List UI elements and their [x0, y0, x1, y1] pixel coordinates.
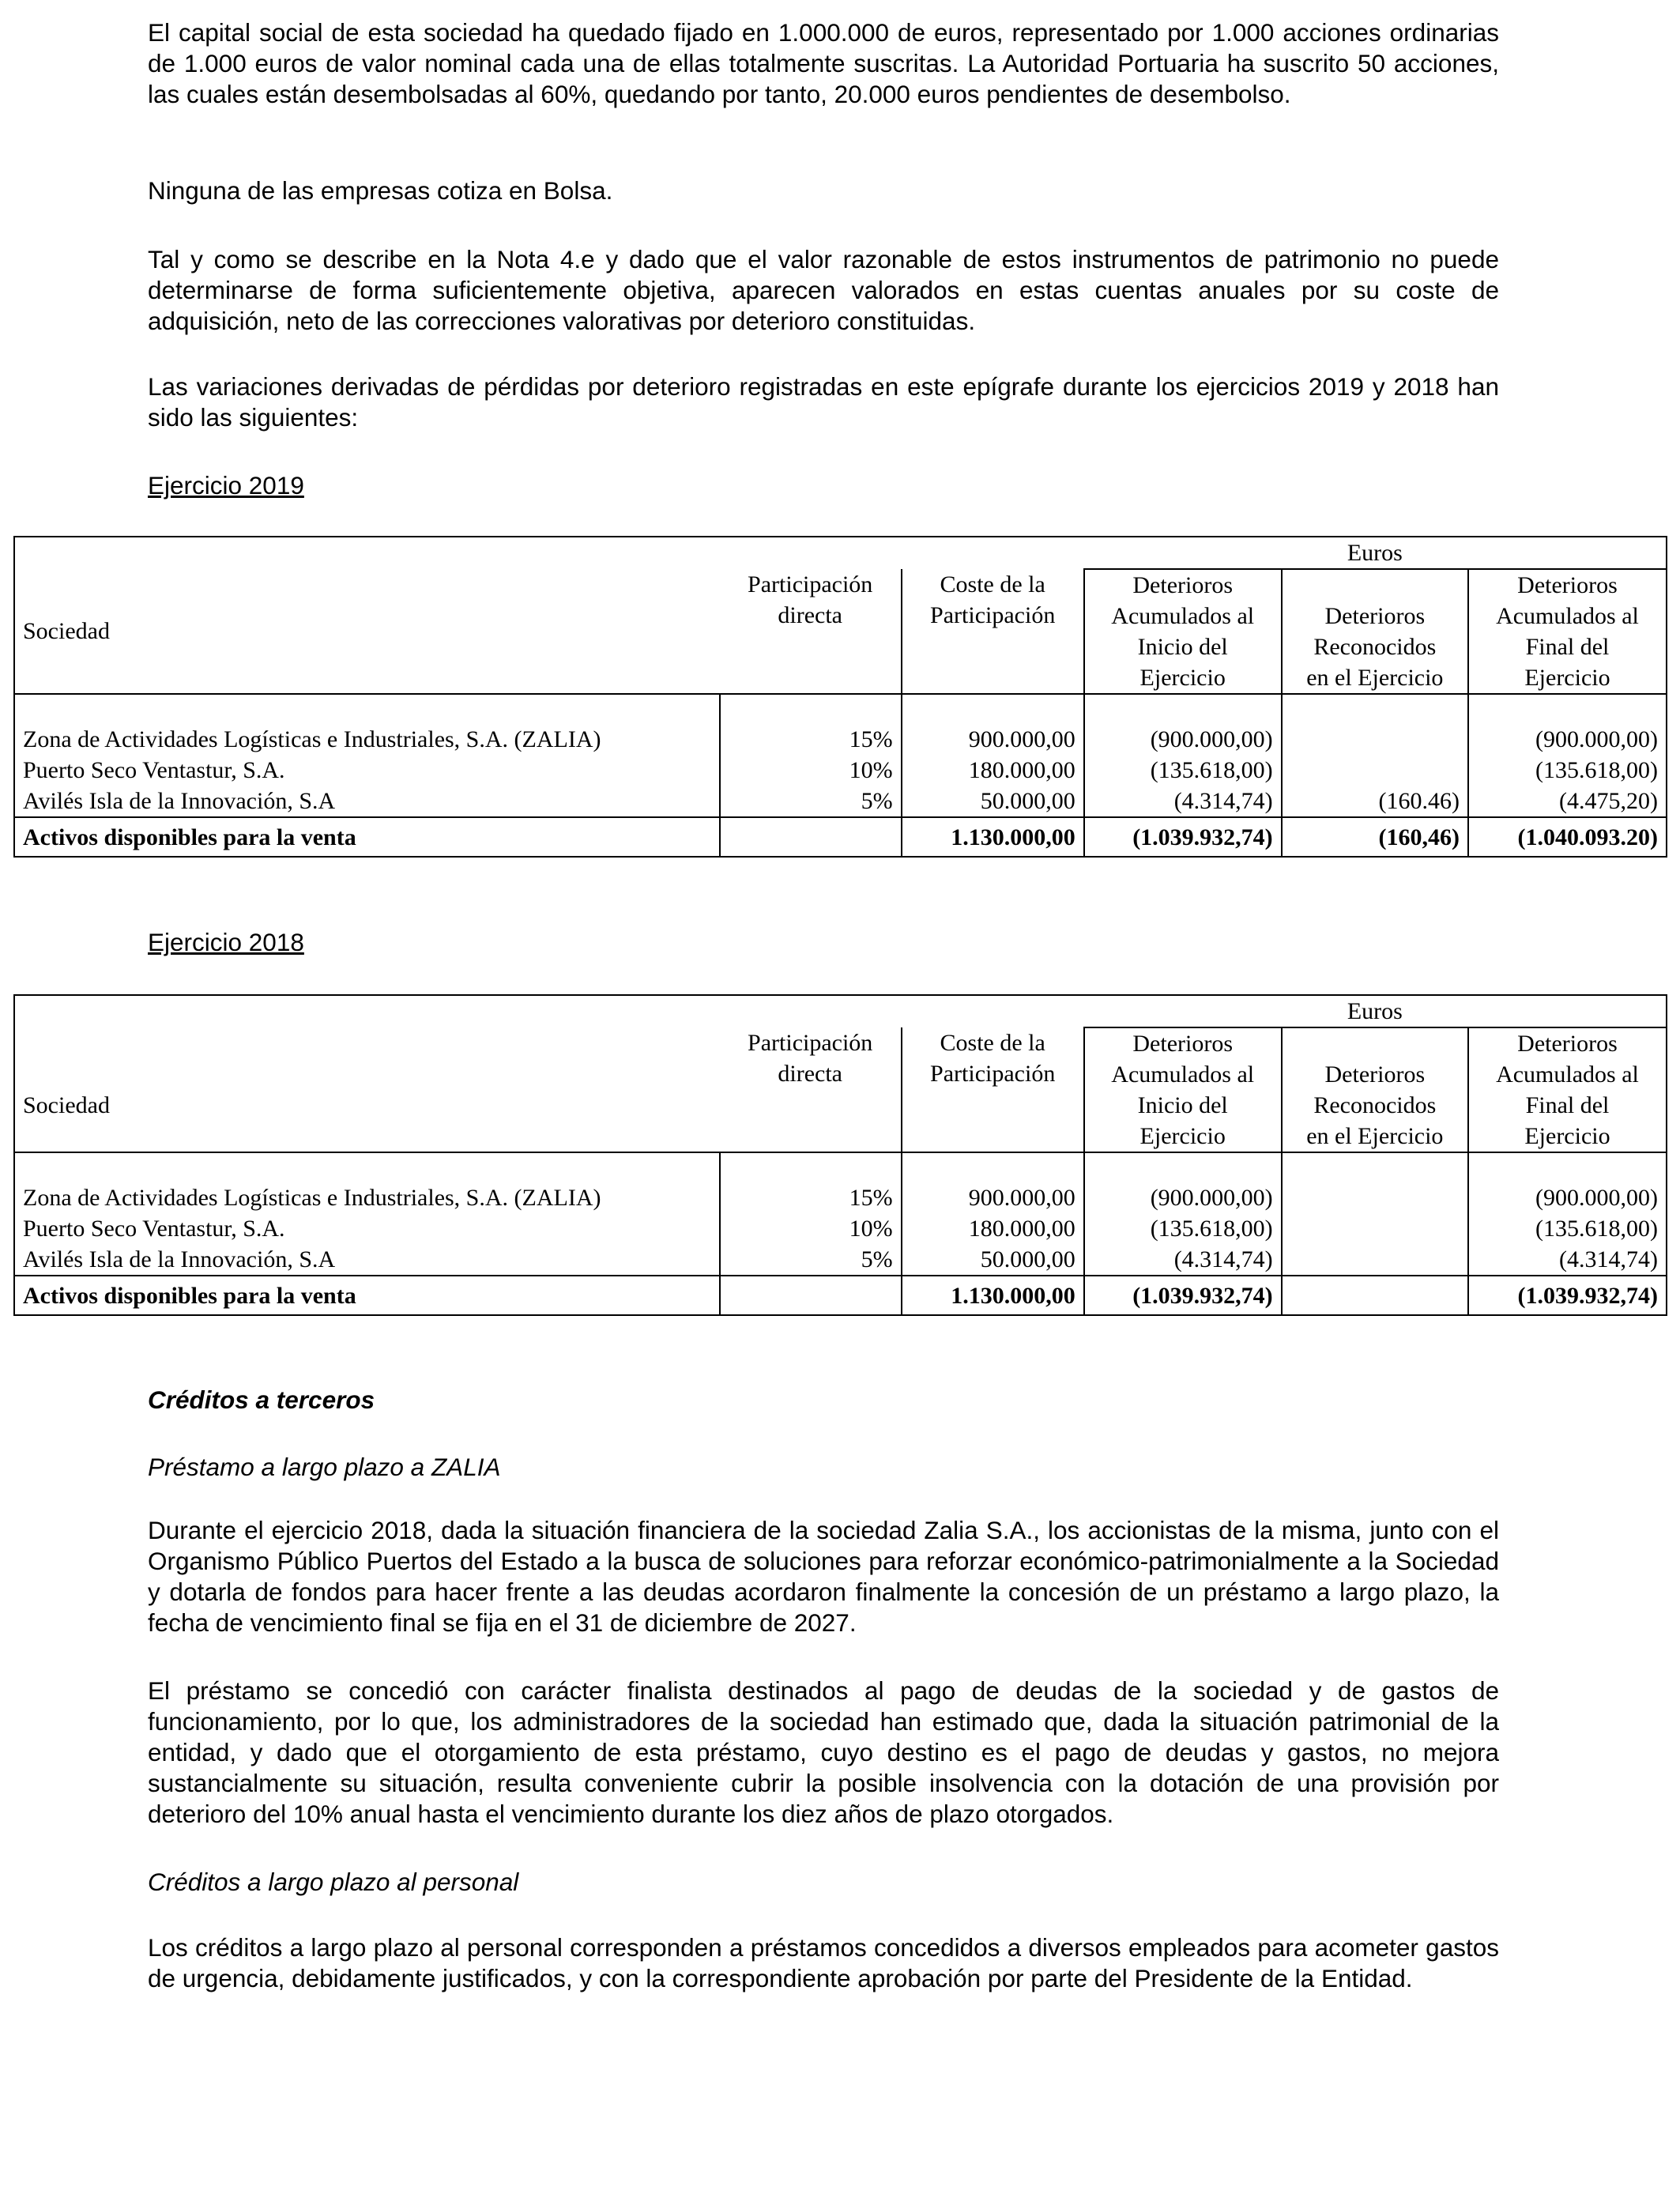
intro-paragraph-capital: El capital social de esta sociedad ha quedado fijado en 1.000.000 de euros, representado por 1.000 acciones ordinarias de 1.000 euros de valor nominal cada una de ellas totalmente suscritas. La Autoridad Portuaria ha suscrito 50 acciones, las cuales están desembolsadas al 60%, quedando por tanto, 20.000 euros pendientes de desembolso.	[148, 18, 1499, 108]
header-deterioros-reconocidos: Deterioros Reconocidos en el Ejercicio	[1282, 569, 1468, 694]
header-coste: Coste de la Participación	[902, 1027, 1084, 1152]
intro-paragraph-bolsa: Ninguna de las empresas cotiza en Bolsa.	[148, 176, 613, 205]
table-row: Puerto Seco Ventastur, S.A. 10% 180.000,00 (135.618,00) (135.618,00)	[14, 755, 1667, 786]
header-deterioros-final: Deterioros Acumulados al Final del Ejercicio	[1468, 1027, 1667, 1152]
prestamo-finalista-paragraph: El préstamo se concedió con carácter finalista destinados al pago de deudas de la sociedad y de gastos de funcionamiento, por lo que, los administradores de la sociedad han estimado que, dada la situación patrimonial de la entidad, y dado que el otorgamiento de esta préstamo, cuyo destino es el pago de deudas y gastos, no mejora sustancialmente su situación, resulta conveniente cubrir la posible insolvencia con la dotación de una provisión por deterioro del 10% anual hasta el vencimiento durante los diez años de plazo otorgados.	[148, 1676, 1499, 1828]
currency-header: Euros	[1084, 995, 1667, 1027]
header-participacion: Participación directa	[720, 1027, 902, 1152]
prestamo-zalia-heading: Préstamo a largo plazo a ZALIA	[148, 1453, 501, 1481]
impairment-table-2019	[13, 536, 1667, 858]
table-2018-title: Ejercicio 2018	[148, 928, 304, 956]
header-deterioros-reconocidos: Deterioros Reconocidos en el Ejercicio	[1282, 1027, 1468, 1152]
prestamo-zalia-paragraph: Durante el ejercicio 2018, dada la situación financiera de la sociedad Zalia S.A., los accionistas de la misma, junto con el Organismo Público Puertos del Estado a la busca de soluciones para reforzar económico-patrimonialmente a la Sociedad y dotarla de fondos para hacer frente a las deudas acordaron finalmente la concesión de un préstamo a largo plazo, la fecha de vencimiento final se fija en el 31 de diciembre de 2027.	[148, 1516, 1499, 1637]
header-deterioros-inicio: Deterioros Acumulados al Inicio del Ejercicio	[1084, 569, 1282, 694]
intro-paragraph-variaciones: Las variaciones derivadas de pérdidas por deterioro registradas en este epígrafe durante los ejercicios 2019 y 2018 han sido las siguientes:	[148, 372, 1499, 432]
currency-header: Euros	[1084, 537, 1667, 569]
header-deterioros-inicio: Deterioros Acumulados al Inicio del Ejercicio	[1084, 1027, 1282, 1152]
creditos-personal-paragraph: Los créditos a largo plazo al personal corresponden a préstamos concedidos a diversos empleados para acometer gastos de urgencia, debidamente justificados, y con la correspondiente aprobación por parte del Presidente de la Entidad.	[148, 1933, 1499, 1992]
total-row: Activos disponibles para la venta 1.130.000,00 (1.039.932,74) (160,46) (1.040.093.20)	[14, 817, 1667, 857]
header-sociedad: Sociedad	[14, 569, 720, 694]
table-row: Avilés Isla de la Innovación, S.A 5% 50.000,00 (4.314,74) (4.314,74)	[14, 1244, 1667, 1276]
table-row: Avilés Isla de la Innovación, S.A 5% 50.000,00 (4.314,74) (160.46) (4.475,20)	[14, 786, 1667, 817]
header-participacion: Participación directa	[720, 569, 902, 694]
table-row: Zona de Actividades Logísticas e Industriales, S.A. (ZALIA) 15% 900.000,00 (900.000,00) (900.000,00)	[14, 1182, 1667, 1213]
header-deterioros-final: Deterioros Acumulados al Final del Ejercicio	[1468, 569, 1667, 694]
creditos-personal-heading: Créditos a largo plazo al personal	[148, 1868, 519, 1896]
table-row: Zona de Actividades Logísticas e Industriales, S.A. (ZALIA) 15% 900.000,00 (900.000,00) (900.000,00)	[14, 724, 1667, 755]
intro-paragraph-valoracion: Tal y como se describe en la Nota 4.e y dado que el valor razonable de estos instrumentos de patrimonio no puede determinarse de forma suficientemente objetiva, aparecen valorados en estas cuentas anuales por su coste de adquisición, neto de las correcciones valorativas por deterioro constituidas.	[148, 245, 1499, 335]
creditos-heading: Créditos a terceros	[148, 1385, 375, 1414]
impairment-table-2018	[13, 994, 1667, 1316]
total-row: Activos disponibles para la venta 1.130.000,00 (1.039.932,74) (1.039.932,74)	[14, 1276, 1667, 1315]
table-row: Puerto Seco Ventastur, S.A. 10% 180.000,00 (135.618,00) (135.618,00)	[14, 1213, 1667, 1244]
header-sociedad: Sociedad	[14, 1027, 720, 1152]
table-2019-title: Ejercicio 2019	[148, 471, 304, 499]
header-coste: Coste de la Participación	[902, 569, 1084, 694]
